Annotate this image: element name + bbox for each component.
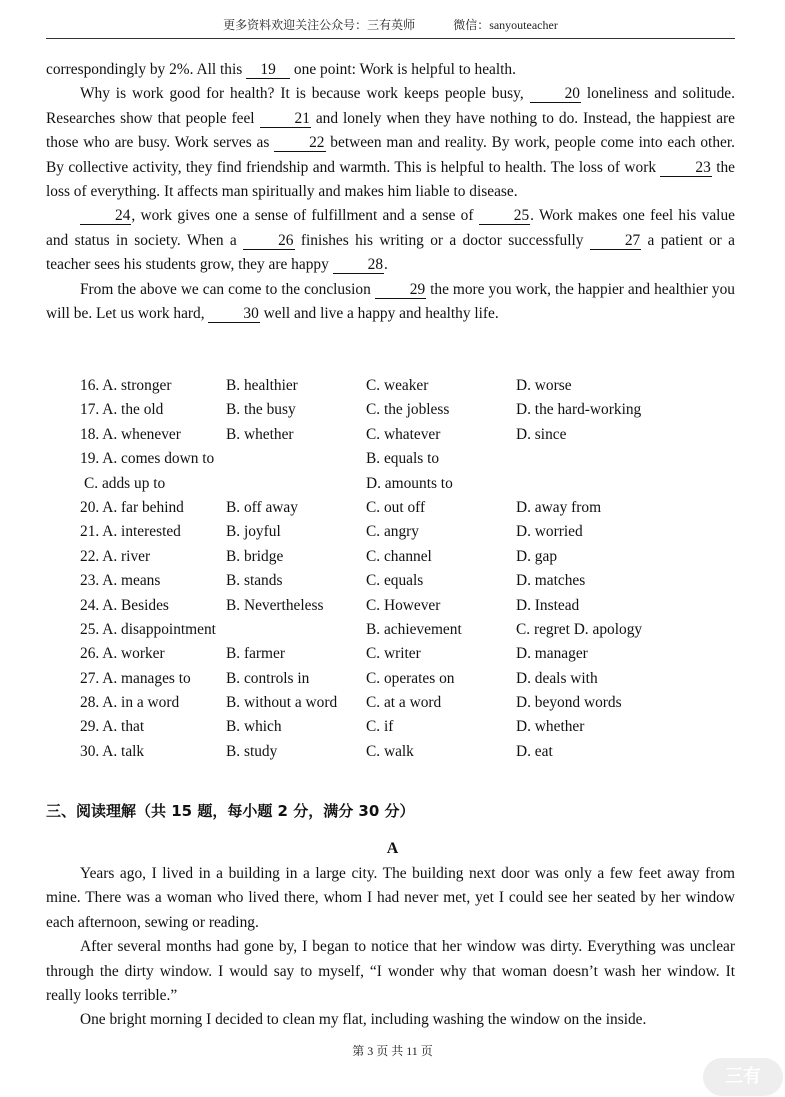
option-c: C. angry bbox=[366, 523, 420, 541]
option-row bbox=[80, 374, 740, 398]
text-run: From the above we can come to the conclusion bbox=[80, 280, 375, 298]
option-c: C. the jobless bbox=[366, 401, 450, 419]
text-run: . Work makes one feel his value and status in society. When a bbox=[46, 207, 735, 249]
option-d: D. beyond words bbox=[516, 694, 622, 712]
option-c: C. adds up to bbox=[84, 474, 166, 492]
option-row bbox=[80, 740, 740, 764]
text-run: the loss of everything. It affects man spiritually and makes him liable to disease. bbox=[46, 158, 735, 201]
text-run: between man and reality. By work, people come into each other. By collective activity, they find friendship and warmth. This is helpful to health. The loss of work bbox=[46, 134, 735, 176]
option-b: B. farmer bbox=[226, 645, 285, 663]
header-left-text: 更多资料欢迎关注公众号：三有英师 bbox=[223, 18, 416, 32]
header-right-text: 微信：sanyouteacher bbox=[453, 18, 558, 32]
text-run: and lonely when they have nothing to do. Instead, the happiest are those who are busy. Work serves as bbox=[46, 109, 735, 152]
option-d: D. whether bbox=[516, 718, 585, 736]
blank-28: 28 bbox=[333, 257, 384, 274]
text-run: well and live a happy and healthy life. bbox=[259, 305, 499, 323]
text-run: the more you work, the happier and healthier you will be. Let us work hard, bbox=[46, 280, 735, 323]
option-row bbox=[80, 496, 740, 520]
option-a: 25. A. disappointment bbox=[80, 620, 216, 638]
text-run: . bbox=[384, 256, 388, 274]
option-a: 28. A. in a word bbox=[80, 694, 180, 712]
option-b: B. whether bbox=[226, 425, 294, 443]
blank-25: 25 bbox=[479, 208, 530, 225]
option-d: D. worried bbox=[516, 523, 583, 541]
option-a: 16. A. stronger bbox=[80, 377, 172, 394]
option-b: B. healthier bbox=[226, 377, 298, 394]
option-c: C. whatever bbox=[366, 425, 441, 443]
passage-heading: A bbox=[386, 840, 399, 857]
option-d: D. matches bbox=[516, 572, 586, 590]
option-b: B. joyful bbox=[226, 523, 281, 541]
option-d: D. away from bbox=[516, 498, 602, 516]
blank-20: 20 bbox=[530, 86, 581, 103]
blank-26: 26 bbox=[243, 233, 294, 250]
option-a: 23. A. means bbox=[80, 572, 161, 590]
option-row bbox=[80, 545, 740, 569]
reading-passage bbox=[46, 862, 735, 1033]
text-run: finishes his writing or a doctor successfully bbox=[294, 231, 590, 249]
cloze-paragraph-4 bbox=[46, 278, 735, 327]
blank-21: 21 bbox=[260, 111, 311, 128]
passage-paragraph-2: After several months had gone by, I began to notice that her window was dirty. Everything was unclear through the dirty window. I would say to myself, “I wonder why that woman doesn’t wash her window. It really looks terrible.” bbox=[46, 938, 735, 1005]
option-c: C. operates on bbox=[366, 669, 455, 687]
passage-paragraph-3: One bright morning I decided to clean my flat, including washing the window on the inside. bbox=[80, 1011, 647, 1029]
text-run: one point: Work is helpful to health. bbox=[290, 61, 516, 78]
section-title: 三、阅读理解（共 15 题，每小题 2 分，满分 30 分） bbox=[46, 802, 415, 820]
option-row bbox=[80, 423, 740, 447]
option-a: 22. A. river bbox=[80, 547, 151, 565]
option-a: 24. A. Besides bbox=[80, 596, 169, 614]
option-row bbox=[80, 447, 740, 471]
option-b: B. study bbox=[226, 742, 278, 760]
option-c: C. writer bbox=[366, 645, 421, 663]
option-row bbox=[80, 715, 740, 739]
option-c: C. equals bbox=[366, 572, 424, 590]
text-run: correspondingly by 2%. All this bbox=[46, 61, 247, 78]
passage-paragraph-1: Years ago, I lived in a building in a large city. The building next door was only a few feet away from mine. There was a woman who lived there, whom I had never met, yet I could see her seated by her window each afternoon, sewing or reading. bbox=[46, 865, 735, 931]
option-d: D. amounts to bbox=[366, 474, 453, 492]
blank-22: 22 bbox=[274, 135, 325, 152]
text-run: Why is work good for health? It is because work keeps people busy, bbox=[80, 85, 530, 103]
option-a: 27. A. manages to bbox=[80, 669, 191, 687]
option-a: 29. A. that bbox=[80, 718, 145, 736]
answer-options bbox=[80, 374, 740, 764]
option-d: D. since bbox=[516, 425, 567, 443]
option-a: 20. A. far behind bbox=[80, 498, 184, 516]
option-d: D. deals with bbox=[516, 669, 598, 687]
blank-19: 19 bbox=[246, 62, 290, 79]
text-run: loneliness and solitude. Researches show that people feel bbox=[46, 85, 735, 127]
option-a: 19. A. comes down to bbox=[80, 450, 215, 468]
option-a: 30. A. talk bbox=[80, 742, 145, 760]
watermark-logo: 三有 bbox=[703, 1058, 783, 1096]
option-d: D. Instead bbox=[516, 596, 580, 614]
text-run: a patient or a teacher sees his students grow, they are happy bbox=[46, 231, 735, 274]
option-b: B. off away bbox=[226, 498, 298, 516]
option-d: D. manager bbox=[516, 645, 588, 663]
option-c: C. walk bbox=[366, 742, 414, 760]
option-a: 17. A. the old bbox=[80, 401, 164, 419]
option-row bbox=[80, 520, 740, 544]
option-a: 18. A. whenever bbox=[80, 425, 181, 443]
option-c: C. out off bbox=[366, 498, 426, 516]
option-row bbox=[80, 667, 740, 691]
cloze-passage bbox=[46, 58, 735, 326]
option-c: C. However bbox=[366, 596, 441, 614]
option-c: C. channel bbox=[366, 547, 432, 565]
blank-23: 23 bbox=[660, 160, 711, 177]
option-row bbox=[80, 398, 740, 422]
blank-24: 24 bbox=[80, 208, 131, 225]
option-row bbox=[80, 569, 740, 593]
option-b: B. equals to bbox=[366, 450, 440, 468]
option-b: B. Nevertheless bbox=[226, 596, 324, 614]
option-c: C. at a word bbox=[366, 694, 442, 712]
option-row bbox=[80, 618, 740, 642]
option-row bbox=[80, 594, 740, 618]
option-d: D. worse bbox=[516, 377, 572, 394]
option-b: B. without a word bbox=[226, 694, 338, 712]
option-c-d: C. regret D. apology bbox=[516, 620, 643, 638]
option-d: D. the hard-working bbox=[516, 401, 642, 419]
option-a: 26. A. worker bbox=[80, 645, 165, 663]
cloze-paragraph-2 bbox=[46, 82, 735, 204]
blank-29: 29 bbox=[375, 282, 426, 299]
option-d: D. gap bbox=[516, 547, 558, 565]
option-b: B. bridge bbox=[226, 547, 284, 565]
option-b: B. controls in bbox=[226, 669, 310, 687]
option-b: B. the busy bbox=[226, 401, 296, 419]
cloze-paragraph-1 bbox=[46, 58, 735, 82]
option-a: 21. A. interested bbox=[80, 523, 181, 541]
page-number: 第 3 页 共 11 页 bbox=[352, 1044, 433, 1058]
option-b: B. which bbox=[226, 718, 282, 736]
blank-30: 30 bbox=[208, 306, 259, 323]
blank-27: 27 bbox=[590, 233, 641, 250]
option-d: D. eat bbox=[516, 742, 553, 760]
text-run: , work gives one a sense of fulfillment and a sense of bbox=[131, 207, 479, 225]
option-c: C. if bbox=[366, 718, 394, 736]
option-row bbox=[80, 642, 740, 666]
option-c: C. weaker bbox=[366, 377, 429, 394]
page-header bbox=[46, 14, 735, 39]
cloze-paragraph-3 bbox=[46, 204, 735, 277]
option-row bbox=[80, 472, 740, 496]
option-b: B. stands bbox=[226, 572, 283, 590]
option-b: B. achievement bbox=[366, 620, 462, 638]
option-row bbox=[80, 691, 740, 715]
